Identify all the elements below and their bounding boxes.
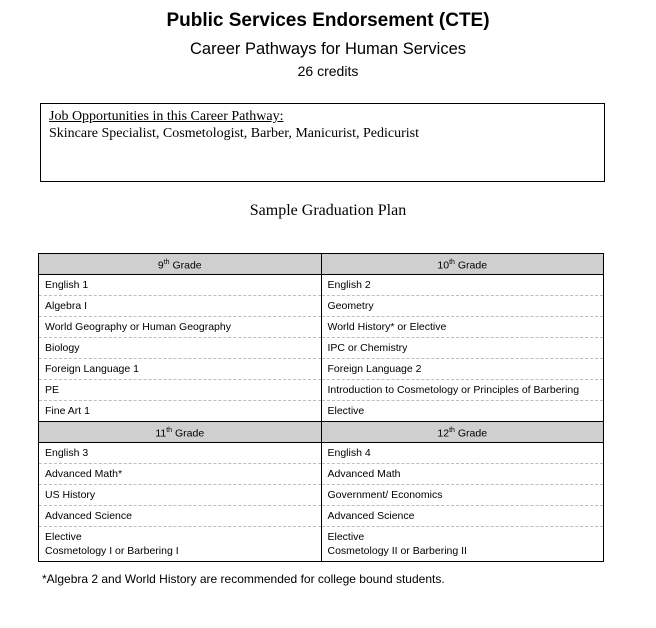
grade-12-header: 12th Grade [321, 422, 604, 443]
course-line: Cosmetology II or Barbering II [327, 545, 467, 557]
course-cell: PE [39, 380, 322, 401]
page-subtitle: Career Pathways for Human Services [189, 40, 467, 58]
course-cell: Foreign Language 2 [321, 359, 604, 380]
credits-label: 26 credits [297, 63, 359, 79]
table-row [39, 317, 604, 338]
course-cell: Elective [321, 401, 604, 422]
course-cell: Geometry [321, 296, 604, 317]
course-cell: English 1 [39, 275, 322, 296]
table-row [39, 443, 604, 464]
table-row [39, 380, 604, 401]
course-cell: English 4 [321, 443, 604, 464]
course-line: Elective [327, 531, 365, 543]
course-line: Cosmetology I or Barbering I [45, 545, 179, 557]
grade-header-row [39, 254, 604, 275]
course-cell: Advanced Math [321, 464, 604, 485]
course-cell: Advanced Science [39, 506, 322, 527]
course-cell: English 3 [39, 443, 322, 464]
course-cell: Foreign Language 1 [39, 359, 322, 380]
table-row [39, 359, 604, 380]
grade-9-header: 9th Grade [39, 254, 322, 275]
course-cell: Advanced Science [321, 506, 604, 527]
course-cell: World History* or Elective [321, 317, 604, 338]
job-opportunities-heading: Job Opportunities in this Career Pathway: [49, 109, 284, 124]
course-cell [321, 527, 604, 562]
footnote: *Algebra 2 and World History are recommended for college bound students. [42, 572, 445, 586]
grade-header-row [39, 422, 604, 443]
plan-title: Sample Graduation Plan [249, 202, 407, 219]
course-cell: World Geography or Human Geography [39, 317, 322, 338]
table-row [39, 338, 604, 359]
course-line: Elective [45, 531, 82, 543]
job-opportunities-list: Skincare Specialist, Cosmetologist, Barber, Manicurist, Pedicurist [49, 126, 419, 141]
grade-10-header: 10th Grade [321, 254, 604, 275]
course-cell [39, 527, 322, 562]
table-row [39, 485, 604, 506]
table-row [39, 527, 604, 562]
course-cell: Government/ Economics [321, 485, 604, 506]
course-cell: Algebra I [39, 296, 322, 317]
course-cell: US History [39, 485, 322, 506]
course-cell: English 2 [321, 275, 604, 296]
page-title: Public Services Endorsement (CTE) [166, 10, 490, 31]
course-cell: Biology [39, 338, 322, 359]
course-cell: Advanced Math* [39, 464, 322, 485]
graduation-plan-table [38, 253, 604, 562]
grade-11-header: 11th Grade [39, 422, 322, 443]
table-row [39, 275, 604, 296]
table-row [39, 464, 604, 485]
course-cell: Introduction to Cosmetology or Principles of Barbering [321, 380, 604, 401]
table-row [39, 401, 604, 422]
table-row [39, 506, 604, 527]
job-opportunities-box [40, 103, 605, 182]
table-row [39, 296, 604, 317]
course-cell: Fine Art 1 [39, 401, 322, 422]
course-cell: IPC or Chemistry [321, 338, 604, 359]
